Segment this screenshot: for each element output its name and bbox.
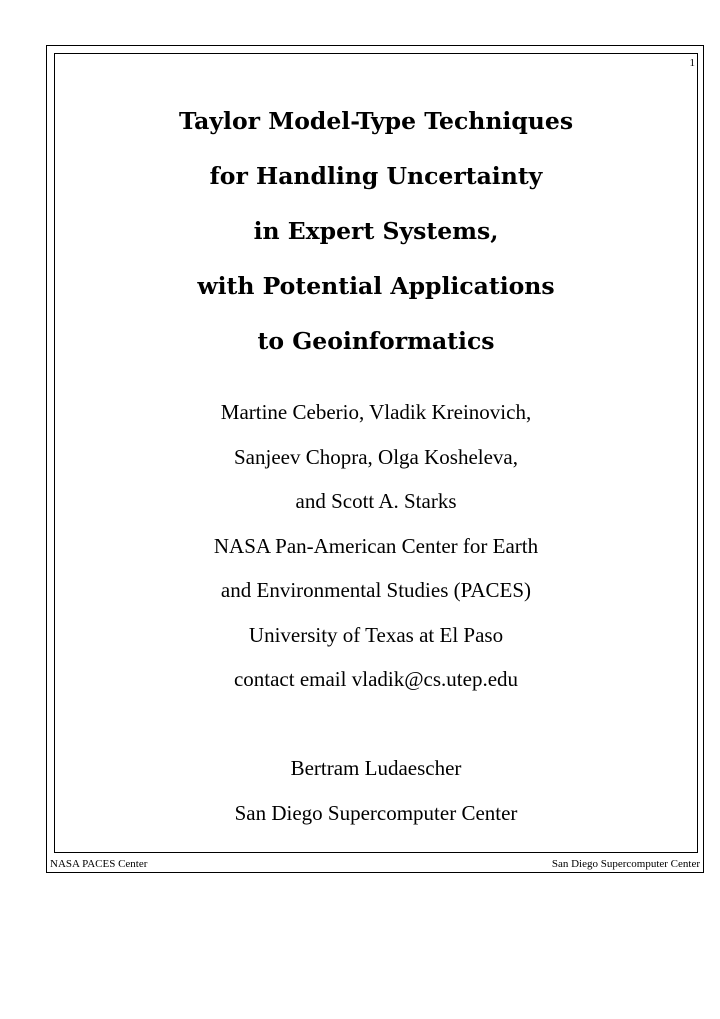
slide-frame [46, 45, 704, 873]
footer-right: San Diego Supercomputer Center [551, 858, 700, 870]
title-line-3: in Expert Systems, [253, 217, 499, 245]
authors-line-1: Martine Ceberio, Vladik Kreinovich, [220, 400, 532, 424]
title-block [55, 94, 697, 369]
second-author: Bertram Ludaescher [290, 756, 462, 780]
title-line-4: with Potential Applications [197, 272, 555, 300]
authors-line-2: Sanjeev Chopra, Olga Kosheleva, [233, 444, 518, 469]
affiliation-line-3: University of Texas at El Paso [248, 622, 504, 647]
page-number: 1 [689, 57, 695, 69]
authors-line-3: and Scott A. Starks [295, 489, 457, 513]
affiliation-line-2: and Environmental Studies (PACES) [220, 578, 532, 602]
title-line-2: for Handling Uncertainty [209, 162, 543, 190]
footer-left: NASA PACES Center [50, 858, 148, 870]
spacer [55, 702, 697, 747]
author-block [55, 390, 697, 835]
contact-email: contact email vladik@cs.utep.edu [233, 667, 519, 691]
title-line-1: Taylor Model-Type Techniques [178, 107, 574, 135]
affiliation-line-1: NASA Pan-American Center for Earth [213, 533, 539, 558]
title-line-5: to Geoinformatics [257, 327, 495, 355]
slide-content-frame [54, 53, 698, 853]
second-affiliation: San Diego Supercomputer Center [234, 800, 518, 825]
